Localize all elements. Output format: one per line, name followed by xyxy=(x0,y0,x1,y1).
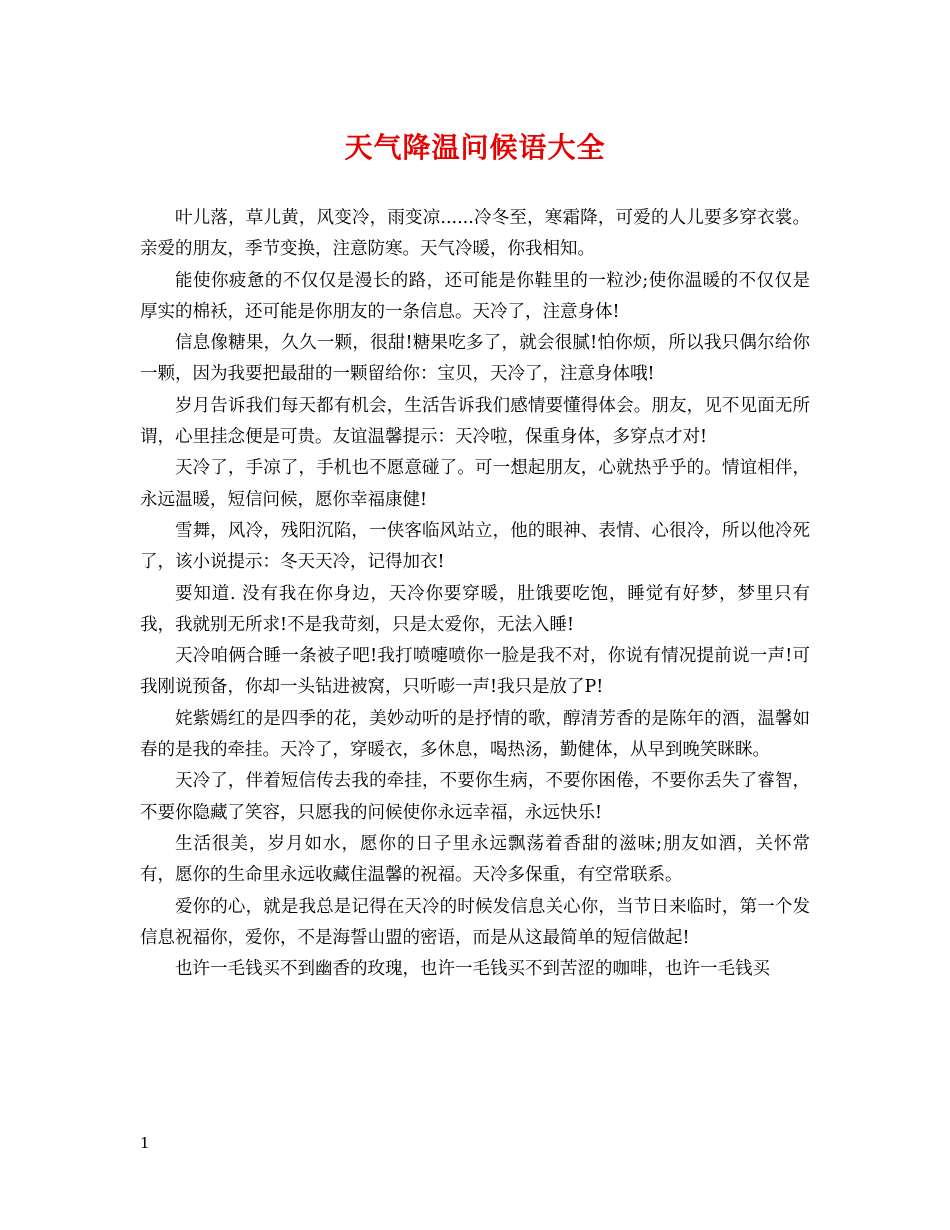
paragraph: 天冷了，手凉了，手机也不愿意碰了。可一想起朋友，心就热乎乎的。情谊相伴，永远温暖，短信问候，愿你幸福康健! xyxy=(140,458,810,510)
paragraph: 也许一毛钱买不到幽香的玫瑰，也许一毛钱买不到苦涩的咖啡，也许一毛钱买 xyxy=(175,959,770,980)
paragraph: 爱你的心，就是我总是记得在天冷的时候发信息关心你，当节日来临时，第一个发信息祝福你，爱你，不是海誓山盟的密语，而是从这最简单的短信做起! xyxy=(140,896,810,948)
paragraph: 天冷咱俩合睡一条被子吧!我打喷嚏喷你一脸是我不对，你说有情况提前说一声!可我刚说预备，你却一头钻进被窝，只听嘭一声!我只是放了P! xyxy=(140,646,810,698)
paragraph: 雪舞，风冷，残阳沉陷，一侠客临风站立，他的眼神、表情、心很冷，所以他冷死了，该小说提示：冬天天冷，记得加衣! xyxy=(140,520,810,573)
paragraph: 天冷了，伴着短信传去我的牵挂，不要你生病，不要你困倦，不要你丢失了睿智，不要你隐藏了笑容，只愿我的问候使你永远幸福，永远快乐! xyxy=(140,771,810,823)
paragraph: 姹紫嫣红的是四季的花，美妙动听的是抒情的歌，醇清芳香的是陈年的酒，温馨如春的是我的牵挂。天冷了，穿暖衣，多休息，喝热汤，勤健体，从早到晚笑眯眯。 xyxy=(140,708,810,761)
page-number: 1 xyxy=(140,1134,150,1152)
paragraph: 叶儿落，草儿黄，风变冷，雨变凉......冷冬至，寒霜降，可爱的人儿要多穿衣裳。亲爱的朋友，季节变换，注意防寒。天气冷暖，你我相知。 xyxy=(140,208,810,260)
paragraph: 生活很美，岁月如水，愿你的日子里永远飘荡着香甜的滋味;朋友如酒，关怀常有，愿你的生命里永远收藏住温馨的祝福。天冷多保重，有空常联系。 xyxy=(140,833,810,886)
document-body xyxy=(140,203,810,985)
paragraph: 信息像糖果，久久一颗，很甜!糖果吃多了，就会很腻!怕你烦，所以我只偶尔给你一颗，因为我要把最甜的一颗留给你：宝贝，天冷了，注意身体哦! xyxy=(140,333,810,385)
paragraph: 能使你疲惫的不仅仅是漫长的路，还可能是你鞋里的一粒沙;使你温暖的不仅仅是厚实的棉袄，还可能是你朋友的一条信息。天冷了，注意身体! xyxy=(140,270,810,322)
paragraph: 岁月告诉我们每天都有机会，生活告诉我们感情要懂得体会。朋友，见不见面无所谓，心里挂念便是可贵。友谊温馨提示：天冷啦，保重身体，多穿点才对! xyxy=(140,395,810,448)
paragraph: 要知道. 没有我在你身边，天冷你要穿暖，肚饿要吃饱，睡觉有好梦，梦里只有我，我就别无所求!不是我苛刻，只是太爱你，无法入睡! xyxy=(140,583,810,635)
page-title: 天气降温问候语大全 xyxy=(344,131,606,164)
